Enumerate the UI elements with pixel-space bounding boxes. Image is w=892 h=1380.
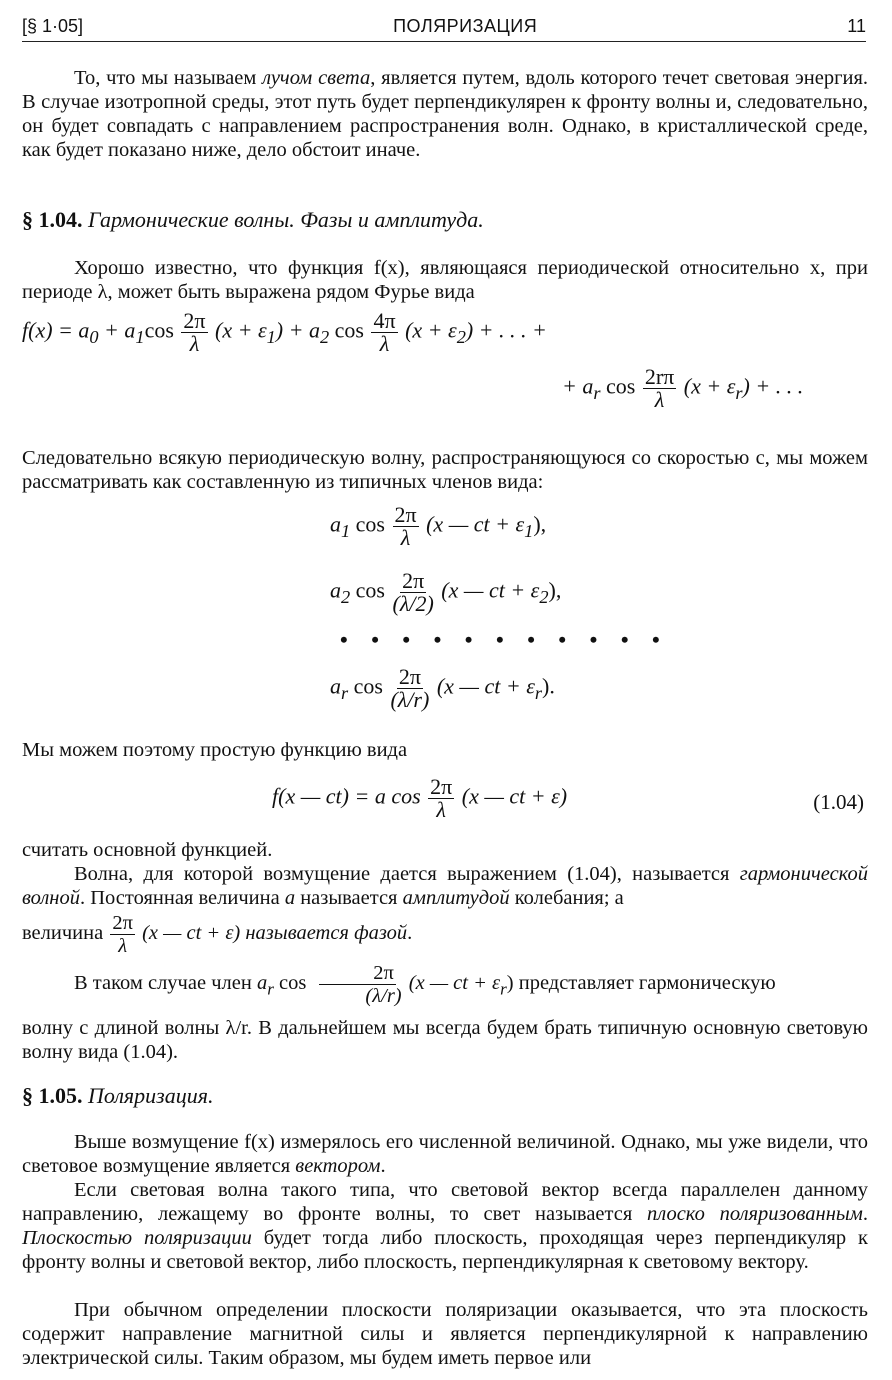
- fraction: [393, 504, 419, 549]
- text: cos: [600, 373, 636, 399]
- text: cos: [350, 511, 385, 537]
- subscript: 1: [266, 326, 276, 347]
- text: (x + ε: [405, 317, 457, 343]
- paragraph-typical-terms: Следовательно всякую периодическую волну, распространяющуюся со скоростью c, мы можем рассматривать как составленную из типичных членов вида:: [22, 447, 868, 493]
- text: , является путем, вдоль которого течет световая энергия. В случае изотропной среды, этот путь будет перпендикулярен к фронту волны и, следовательно, он будет совпадать с направлением распространения волн. Однако, в кристаллической среде, как будет показано ниже, дело обстоит иначе.: [22, 67, 869, 161]
- paragraph-harmonic-wave: [22, 862, 868, 910]
- text: Плоскостью поляризации: [22, 1227, 252, 1249]
- fraction-denominator: (λ/2): [392, 591, 434, 616]
- text: (x — ct + ε: [441, 577, 540, 603]
- fraction-numerator: 2π: [398, 664, 421, 689]
- fraction: [393, 570, 434, 615]
- text: В таком случае член: [74, 972, 257, 995]
- paragraph-term-r: [22, 962, 868, 1007]
- fraction-numerator: 2π: [112, 912, 133, 934]
- section-heading-1-05: [22, 1084, 868, 1108]
- fraction: [390, 666, 429, 711]
- page-number: 11: [847, 16, 866, 36]
- text: f(x) = a: [22, 317, 90, 343]
- subscript: r: [267, 979, 274, 999]
- fraction: [428, 776, 454, 821]
- text: ).: [542, 673, 555, 699]
- text: (x — ct + ε): [461, 783, 568, 809]
- subscript: 2: [319, 326, 330, 347]
- text: гармонической волной: [22, 863, 868, 909]
- fraction: [371, 310, 397, 355]
- fraction-denominator: λ: [118, 935, 128, 957]
- text: То, что мы называем: [74, 67, 263, 89]
- subscript: r: [735, 382, 743, 403]
- fraction-denominator: (λ/r): [390, 687, 430, 712]
- text: Волна, для которой возмущение дается выражением (1.04), называется: [74, 863, 740, 885]
- fraction-numerator: 4π: [373, 308, 396, 333]
- paragraph-vector: [22, 1130, 868, 1178]
- text: плоско поляризованным: [647, 1203, 863, 1225]
- section-title: Поляризация.: [88, 1083, 214, 1108]
- subscript: r: [500, 979, 507, 999]
- subscript: 1: [341, 520, 351, 541]
- fraction-denominator: λ: [189, 331, 200, 356]
- fourier-series-line2: [562, 366, 803, 411]
- text: a: [330, 673, 341, 699]
- fourier-series-line1: [22, 310, 547, 355]
- section-number: § 1.05.: [22, 1083, 83, 1108]
- text: ) + . . . +: [465, 317, 547, 343]
- equation-1-04: [272, 776, 567, 821]
- text: ) представляет гармоническую: [506, 972, 776, 995]
- subscript: 1: [524, 520, 534, 541]
- paragraph-wavelength: волну с длиной волны λ/r. В дальнейшем мы всегда будем брать типичную основную световую волну вида (1.04).: [22, 1017, 868, 1063]
- running-title: ПОЛЯРИЗАЦИЯ: [393, 16, 538, 36]
- text: ),: [548, 577, 562, 603]
- fraction: [181, 310, 207, 355]
- fraction: [313, 962, 401, 1007]
- subscript: r: [534, 682, 543, 703]
- ellipsis-row: • • • • • • • • • • •: [340, 627, 669, 652]
- section-heading-1-04: [22, 208, 868, 232]
- text: f(x — ct) = a cos: [272, 783, 421, 809]
- text: . Постоянная величина: [79, 887, 285, 909]
- text: (x — ct + ε: [436, 673, 535, 699]
- fraction-numerator: 2π: [430, 774, 453, 799]
- text: вектором: [295, 1155, 381, 1177]
- text: величина: [22, 922, 109, 945]
- subscript: 2: [456, 326, 466, 347]
- fraction-denominator: (λ/r): [365, 985, 402, 1007]
- text: амплитудой: [402, 887, 510, 909]
- fraction-numerator: 2rπ: [644, 364, 675, 389]
- subscript: 0: [89, 326, 99, 347]
- term-1: [330, 504, 546, 549]
- text: cos: [350, 577, 385, 603]
- text: (x — ct + ε) называется: [136, 922, 355, 945]
- paragraph-ray: [22, 66, 868, 162]
- fraction-numerator: 2π: [402, 568, 425, 593]
- fraction-denominator: λ: [400, 525, 411, 550]
- text: будет тогда либо плоскость, проходящая через перпендикуляр к фронту волны и световой вектор, либо плоскость, перпендикулярная к световому вектору.: [22, 1227, 868, 1273]
- fraction-denominator: λ: [379, 331, 390, 356]
- text: .: [862, 1203, 868, 1225]
- equation-number: (1.04): [813, 790, 864, 814]
- subscript: 1: [135, 326, 145, 347]
- fraction-denominator: λ: [436, 797, 446, 822]
- emphasis: лучом света: [262, 67, 371, 89]
- text: cos: [329, 317, 364, 343]
- paragraph-phase: [22, 912, 868, 957]
- text: колебания; а: [509, 887, 624, 909]
- text: (x — ct + ε: [426, 511, 525, 537]
- text: Выше возмущение f(x) измерялось его численной величиной. Однако, мы уже видели, что световое возмущение является: [22, 1131, 868, 1177]
- text: фазой: [354, 922, 408, 945]
- paragraph-plane-polarized: [22, 1178, 868, 1274]
- text: a: [330, 577, 341, 603]
- fraction-denominator: λ: [654, 387, 665, 412]
- text: a: [284, 887, 296, 909]
- section-ref: [§ 1·05]: [22, 16, 84, 36]
- text: + a: [98, 317, 136, 343]
- fraction-numerator: 2π: [183, 308, 206, 333]
- text: cos: [348, 673, 383, 699]
- text: .: [407, 922, 413, 945]
- subscript: r: [593, 382, 601, 403]
- fraction: [110, 912, 135, 957]
- term-2: [330, 570, 561, 615]
- section-title: Гармонические волны. Фазы и амплитуда.: [88, 207, 484, 232]
- text: .: [380, 1155, 386, 1177]
- text: (x + ε: [683, 373, 736, 399]
- text: cos: [144, 317, 174, 343]
- text: ) + . . .: [742, 373, 804, 399]
- term-r: [330, 666, 555, 711]
- text: + a: [562, 373, 594, 399]
- paragraph-simple-function: Мы можем поэтому простую функцию вида: [22, 739, 408, 761]
- section-number: § 1.04.: [22, 207, 83, 232]
- text: ),: [533, 511, 547, 537]
- text: Если световая волна такого типа, что световой вектор всегда параллелен данному направлению, лежащему во фронте волны, то свет называется: [22, 1179, 868, 1225]
- subscript: r: [341, 682, 349, 703]
- running-header: [22, 8, 866, 42]
- paragraph-fourier-intro: Хорошо известно, что функция f(x), являющаяся периодической относительно x, при периоде λ, может быть выражена рядом Фурье вида: [22, 257, 868, 303]
- fraction-numerator: 2π: [319, 962, 396, 985]
- fraction: [643, 366, 676, 411]
- text: a: [256, 972, 268, 995]
- subscript: 2: [341, 586, 351, 607]
- subscript: 2: [539, 586, 549, 607]
- text: (x — ct + ε: [403, 972, 501, 995]
- paragraph-basic-function: считать основной функцией.: [22, 839, 273, 861]
- text: (x + ε: [215, 317, 267, 343]
- text: называется: [295, 887, 403, 909]
- paragraph-polarization-plane: При обычном определении плоскости поляризации оказывается, что эта плоскость содержит направление магнитной силы и является перпендикулярной к направлению электрической силы. Таким образом, мы будем иметь первое или: [22, 1299, 868, 1369]
- text: cos: [273, 972, 307, 995]
- fraction-numerator: 2π: [394, 502, 417, 527]
- text: ) + a: [275, 317, 320, 343]
- text: a: [330, 511, 341, 537]
